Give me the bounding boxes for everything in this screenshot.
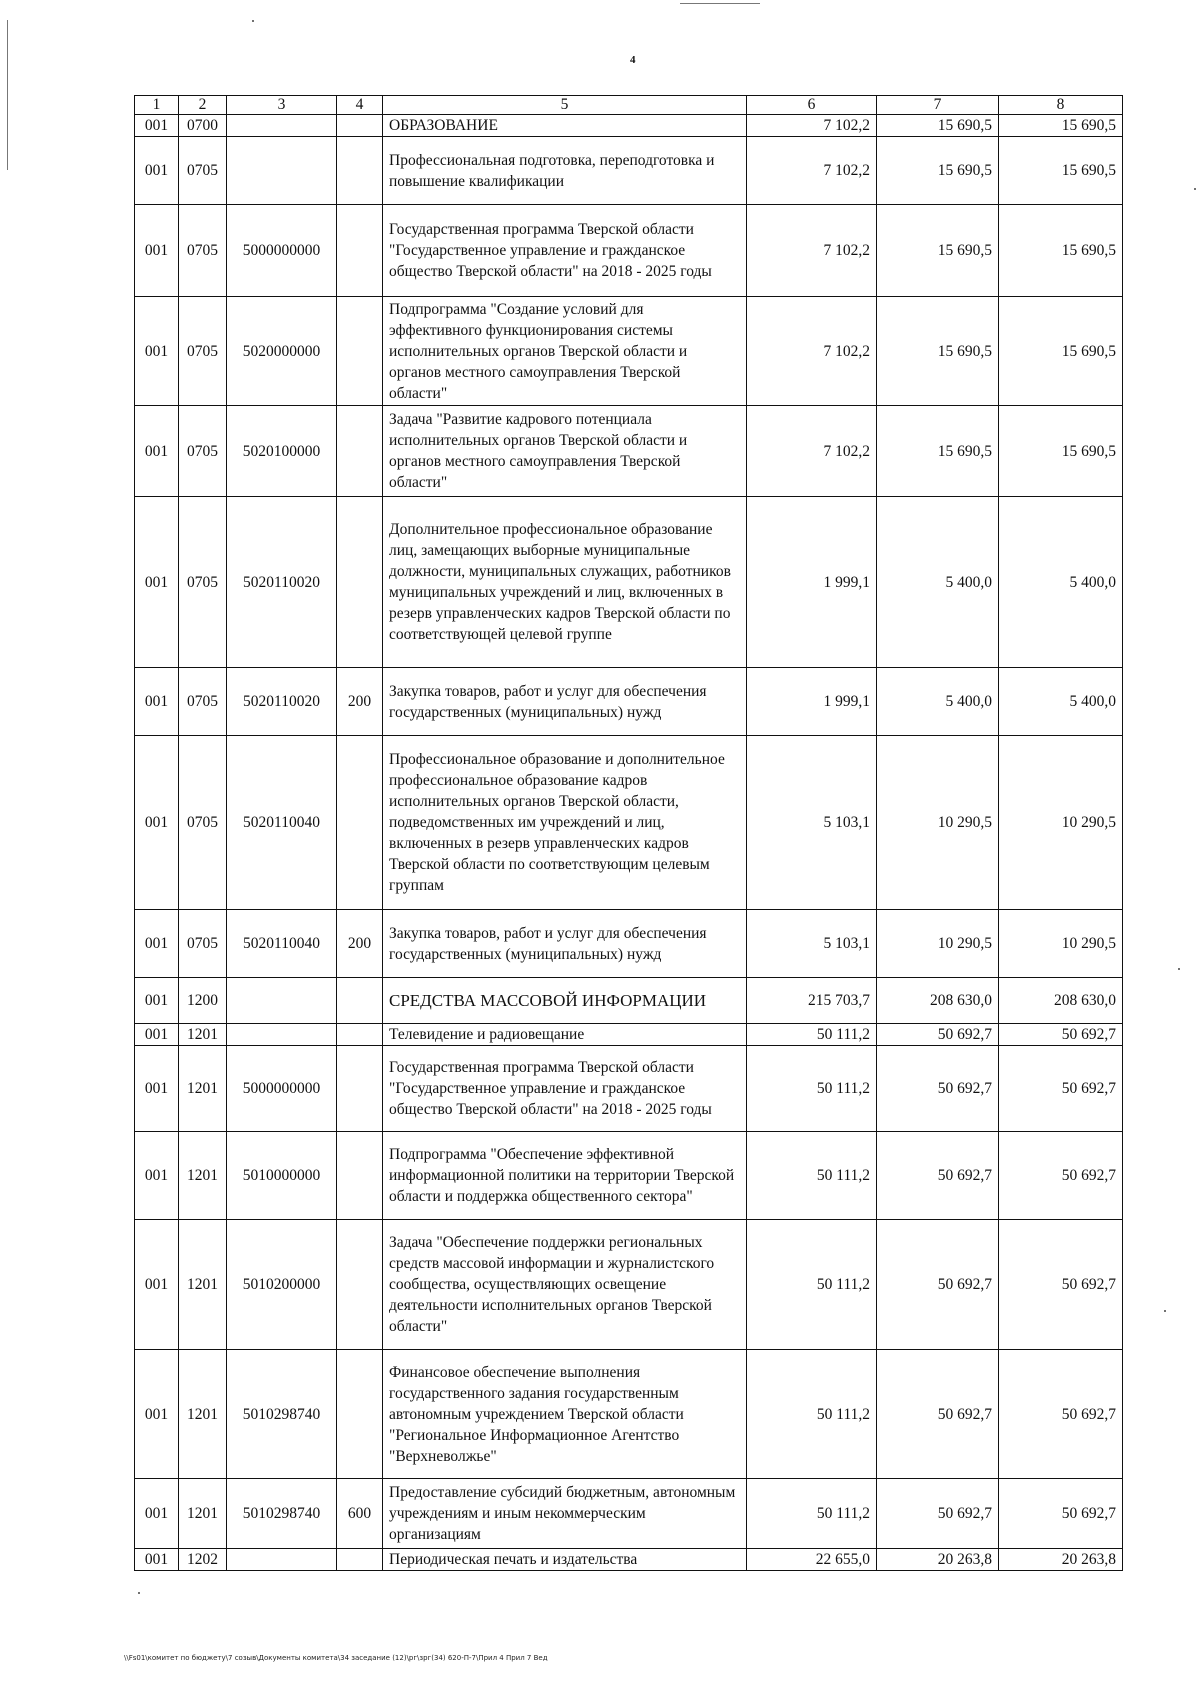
cell-value-6: 7 102,2 [747, 205, 877, 297]
cell-target: 5010298740 [227, 1479, 337, 1549]
cell-admin: 001 [135, 978, 179, 1024]
cell-value-6: 22 655,0 [747, 1549, 877, 1571]
scan-speck [1164, 1310, 1166, 1312]
cell-target: 5020100000 [227, 406, 337, 497]
cell-value-7: 10 290,5 [877, 910, 999, 978]
cell-value-8: 10 290,5 [999, 736, 1123, 910]
cell-type [337, 137, 383, 205]
cell-admin: 001 [135, 297, 179, 406]
cell-value-8: 50 692,7 [999, 1220, 1123, 1350]
cell-value-6: 50 111,2 [747, 1350, 877, 1479]
cell-section: 0705 [179, 297, 227, 406]
cell-value-7: 20 263,8 [877, 1549, 999, 1571]
cell-section: 0705 [179, 497, 227, 668]
cell-target: 5020110040 [227, 910, 337, 978]
header-col-6: 6 [747, 96, 877, 115]
cell-admin: 001 [135, 1549, 179, 1571]
cell-value-8: 15 690,5 [999, 205, 1123, 297]
cell-value-6: 50 111,2 [747, 1132, 877, 1220]
cell-value-7: 5 400,0 [877, 668, 999, 736]
table-row [135, 1479, 1123, 1549]
cell-target: 5000000000 [227, 1046, 337, 1132]
cell-section: 0700 [179, 115, 227, 137]
cell-name: Закупка товаров, работ и услуг для обеспечения государственных (муниципальных) нужд [383, 668, 747, 736]
cell-value-7: 208 630,0 [877, 978, 999, 1024]
cell-target: 5010000000 [227, 1132, 337, 1220]
cell-target [227, 978, 337, 1024]
cell-admin: 001 [135, 1350, 179, 1479]
cell-value-8: 15 690,5 [999, 115, 1123, 137]
cell-value-6: 5 103,1 [747, 910, 877, 978]
table-row [135, 978, 1123, 1024]
cell-section: 0705 [179, 910, 227, 978]
cell-type [337, 205, 383, 297]
cell-value-6: 7 102,2 [747, 115, 877, 137]
cell-type [337, 297, 383, 406]
cell-target: 5010200000 [227, 1220, 337, 1350]
cell-value-7: 5 400,0 [877, 497, 999, 668]
cell-value-8: 50 692,7 [999, 1132, 1123, 1220]
cell-value-7: 15 690,5 [877, 406, 999, 497]
cell-section: 1201 [179, 1479, 227, 1549]
cell-name: Задача "Обеспечение поддержки региональных средств массовой информации и журналистского сообщества, осуществляющих освещение деятельности исполнительных органов Тверской области" [383, 1220, 747, 1350]
cell-section: 1201 [179, 1046, 227, 1132]
cell-value-6: 7 102,2 [747, 137, 877, 205]
cell-type [337, 1046, 383, 1132]
cell-target [227, 137, 337, 205]
cell-section: 0705 [179, 668, 227, 736]
table-row [135, 736, 1123, 910]
cell-name: ОБРАЗОВАНИЕ [383, 115, 747, 137]
cell-value-6: 7 102,2 [747, 406, 877, 497]
table-row [135, 910, 1123, 978]
cell-admin: 001 [135, 205, 179, 297]
table-row [135, 406, 1123, 497]
cell-target: 5020110020 [227, 668, 337, 736]
cell-name: Телевидение и радиовещание [383, 1024, 747, 1046]
cell-type [337, 1024, 383, 1046]
table-row [135, 1350, 1123, 1479]
cell-value-6: 1 999,1 [747, 497, 877, 668]
cell-name: Профессиональное образование и дополнительное профессиональное образование кадров исполнительных органов Тверской области, подведомственных им учреждений и лиц, включенных в резерв управленческих кадров Тверской области по соответствующим целевым группам [383, 736, 747, 910]
table-row [135, 1132, 1123, 1220]
table-row [135, 1220, 1123, 1350]
cell-name: Дополнительное профессиональное образование лиц, замещающих выборные муниципальные должности, муниципальных служащих, работников муниципальных учреждений и лиц, включенных в резерв управленческих кадров Тверской области по соответствующей целевой группе [383, 497, 747, 668]
cell-target: 5020110020 [227, 497, 337, 668]
cell-value-7: 15 690,5 [877, 297, 999, 406]
table-row [135, 1024, 1123, 1046]
header-col-3: 3 [227, 96, 337, 115]
cell-value-6: 50 111,2 [747, 1220, 877, 1350]
cell-type [337, 978, 383, 1024]
cell-name: СРЕДСТВА МАССОВОЙ ИНФОРМАЦИИ [383, 978, 747, 1024]
cell-value-6: 215 703,7 [747, 978, 877, 1024]
cell-name: Периодическая печать и издательства [383, 1549, 747, 1571]
cell-type [337, 115, 383, 137]
cell-admin: 001 [135, 1132, 179, 1220]
table-row [135, 668, 1123, 736]
cell-value-7: 15 690,5 [877, 115, 999, 137]
cell-value-6: 50 111,2 [747, 1479, 877, 1549]
table-row [135, 1046, 1123, 1132]
cell-value-8: 5 400,0 [999, 497, 1123, 668]
cell-name: Задача "Развитие кадрового потенциала исполнительных органов Тверской области и органов местного самоуправления Тверской области" [383, 406, 747, 497]
cell-value-8: 15 690,5 [999, 137, 1123, 205]
cell-value-6: 50 111,2 [747, 1046, 877, 1132]
cell-admin: 001 [135, 406, 179, 497]
scan-speck [1194, 188, 1196, 190]
scan-artifact-top [680, 3, 760, 4]
cell-admin: 001 [135, 1220, 179, 1350]
cell-name: Подпрограмма "Обеспечение эффективной информационной политики на территории Тверской области и поддержка общественного сектора" [383, 1132, 747, 1220]
cell-type: 600 [337, 1479, 383, 1549]
cell-admin: 001 [135, 137, 179, 205]
scan-artifact-left [7, 20, 8, 170]
cell-admin: 001 [135, 497, 179, 668]
cell-section: 1200 [179, 978, 227, 1024]
cell-type [337, 1220, 383, 1350]
cell-name: Государственная программа Тверской области "Государственное управление и гражданское общество Тверской области" на 2018 - 2025 годы [383, 205, 747, 297]
cell-admin: 001 [135, 1046, 179, 1132]
cell-type [337, 406, 383, 497]
header-col-4: 4 [337, 96, 383, 115]
cell-value-7: 15 690,5 [877, 137, 999, 205]
cell-section: 0705 [179, 736, 227, 910]
cell-value-8: 50 692,7 [999, 1024, 1123, 1046]
budget-table [134, 95, 1123, 1571]
cell-section: 1201 [179, 1350, 227, 1479]
cell-section: 1201 [179, 1132, 227, 1220]
table-row [135, 297, 1123, 406]
cell-target: 5020000000 [227, 297, 337, 406]
cell-type [337, 1350, 383, 1479]
cell-admin: 001 [135, 1024, 179, 1046]
cell-admin: 001 [135, 1479, 179, 1549]
header-col-1: 1 [135, 96, 179, 115]
header-col-5: 5 [383, 96, 747, 115]
cell-value-7: 50 692,7 [877, 1350, 999, 1479]
cell-name: Предоставление субсидий бюджетным, автономным учреждениям и иным некоммерческим организациям [383, 1479, 747, 1549]
cell-value-8: 15 690,5 [999, 406, 1123, 497]
cell-name: Закупка товаров, работ и услуг для обеспечения государственных (муниципальных) нужд [383, 910, 747, 978]
page-number: 4 [630, 54, 636, 66]
scan-speck [138, 1592, 140, 1594]
header-col-2: 2 [179, 96, 227, 115]
cell-value-8: 5 400,0 [999, 668, 1123, 736]
cell-type [337, 497, 383, 668]
cell-name: Государственная программа Тверской области "Государственное управление и гражданское общество Тверской области" на 2018 - 2025 годы [383, 1046, 747, 1132]
header-col-7: 7 [877, 96, 999, 115]
cell-section: 1201 [179, 1024, 227, 1046]
cell-name: Подпрограмма "Создание условий для эффективного функционирования системы исполнительных органов Тверской области и органов местного самоуправления Тверской области" [383, 297, 747, 406]
footer-file-path: \\Fs01\комитет по бюджету\7 созыв\Документы комитета\34 заседание (12)\рг\зрг(34) 620-П-7\Прил 4 Прил 7 Вед [124, 1654, 548, 1662]
cell-value-7: 15 690,5 [877, 205, 999, 297]
cell-section: 0705 [179, 406, 227, 497]
cell-target [227, 115, 337, 137]
table-row [135, 1549, 1123, 1571]
table-row [135, 137, 1123, 205]
cell-value-8: 10 290,5 [999, 910, 1123, 978]
scan-speck [252, 20, 254, 22]
cell-value-7: 50 692,7 [877, 1024, 999, 1046]
cell-type [337, 1549, 383, 1571]
cell-admin: 001 [135, 736, 179, 910]
cell-type [337, 736, 383, 910]
cell-target [227, 1024, 337, 1046]
cell-admin: 001 [135, 910, 179, 978]
table-row [135, 205, 1123, 297]
cell-target: 5000000000 [227, 205, 337, 297]
cell-value-7: 10 290,5 [877, 736, 999, 910]
cell-value-8: 208 630,0 [999, 978, 1123, 1024]
cell-type [337, 1132, 383, 1220]
cell-target: 5010298740 [227, 1350, 337, 1479]
cell-type: 200 [337, 910, 383, 978]
cell-target [227, 1549, 337, 1571]
cell-section: 0705 [179, 137, 227, 205]
cell-value-6: 1 999,1 [747, 668, 877, 736]
cell-value-7: 50 692,7 [877, 1220, 999, 1350]
table-row [135, 497, 1123, 668]
cell-target: 5020110040 [227, 736, 337, 910]
cell-value-7: 50 692,7 [877, 1132, 999, 1220]
cell-value-6: 7 102,2 [747, 297, 877, 406]
cell-admin: 001 [135, 668, 179, 736]
cell-section: 0705 [179, 205, 227, 297]
cell-value-8: 50 692,7 [999, 1046, 1123, 1132]
cell-value-6: 5 103,1 [747, 736, 877, 910]
header-row [135, 96, 1123, 115]
cell-value-6: 50 111,2 [747, 1024, 877, 1046]
cell-name: Профессиональная подготовка, переподготовка и повышение квалификации [383, 137, 747, 205]
header-col-8: 8 [999, 96, 1123, 115]
cell-name: Финансовое обеспечение выполнения государственного задания государственным автономным учреждением Тверской области "Региональное Информационное Агентство "Верхневолжье" [383, 1350, 747, 1479]
cell-value-8: 15 690,5 [999, 297, 1123, 406]
cell-value-8: 50 692,7 [999, 1479, 1123, 1549]
table-row [135, 115, 1123, 137]
cell-value-7: 50 692,7 [877, 1046, 999, 1132]
cell-section: 1202 [179, 1549, 227, 1571]
cell-value-8: 20 263,8 [999, 1549, 1123, 1571]
cell-type: 200 [337, 668, 383, 736]
cell-value-7: 50 692,7 [877, 1479, 999, 1549]
cell-admin: 001 [135, 115, 179, 137]
scan-speck [1178, 968, 1180, 970]
cell-section: 1201 [179, 1220, 227, 1350]
cell-value-8: 50 692,7 [999, 1350, 1123, 1479]
